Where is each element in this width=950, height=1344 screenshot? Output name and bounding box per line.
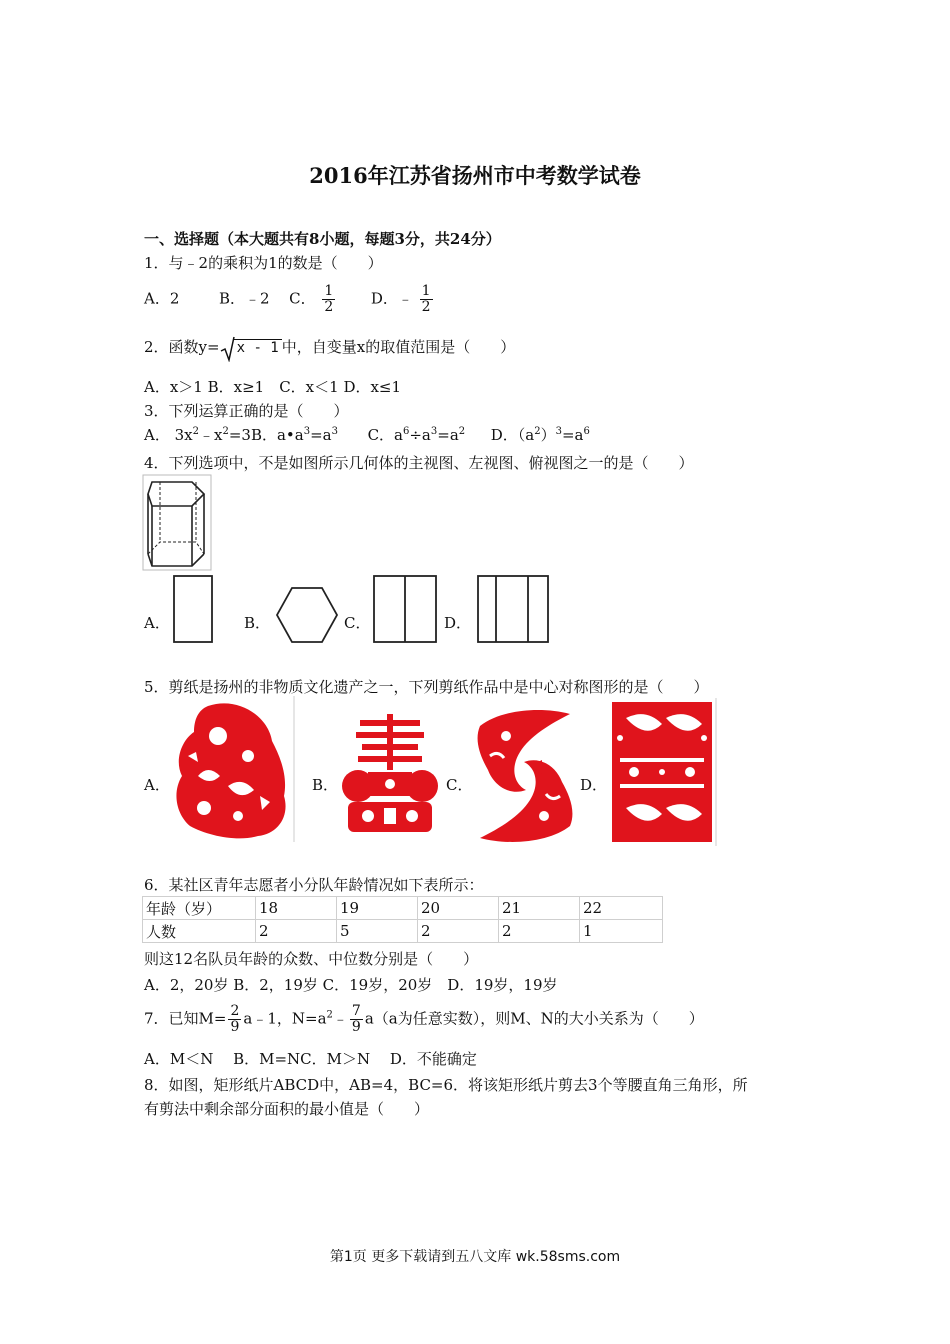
q5-label-d: D． (580, 776, 608, 794)
page-title: 2016年江苏省扬州市中考数学试卷 (309, 163, 641, 188)
papercut-double-happiness-image (338, 710, 442, 836)
q3-stem: 3．下列运算正确的是（ ） (144, 402, 349, 420)
q8-line1: 8．如图，矩形纸片ABCD中，AB=4，BC=6．将该矩形纸片剪去3个等腰直角三角形，所 (144, 1076, 748, 1094)
hexagonal-prism-figure (142, 474, 212, 572)
section-heading: 一、选择题（本大题共有8小题，每题3分，共24分） (144, 230, 501, 248)
table-cell: 人数 (143, 920, 256, 943)
q4-stem: 4．下列选项中，不是如图所示几何体的主视图、左视图、俯视图之一的是（ ） (144, 454, 694, 472)
q6-options: A．2，20岁 B．2，19岁 C．19岁，20岁 D．19岁，19岁 (144, 976, 558, 994)
q4-label-c: C． (344, 614, 371, 632)
table-cell: 22 (580, 897, 663, 920)
q8-line2: 有剪法中剩余部分面积的最小值是（ ） (144, 1100, 430, 1118)
q6-question: 则这12名队员年龄的众数、中位数分别是（ ） (144, 950, 479, 968)
q4-label-a: A． (144, 614, 170, 632)
q7-fraction-n: $\frac{7}{9}$ (351, 1003, 361, 1035)
page-footer: 第1页 更多下载请到五八文库 wk.58sms.com (329, 1249, 621, 1265)
table-cell: 年龄（岁） (143, 897, 256, 920)
q4-option-b-hexagon (274, 586, 340, 644)
q2-stem: 2．函数y= x - 1 中，自变量x的取值范围是（ ） (144, 336, 515, 357)
table-cell: 19 (337, 897, 418, 920)
q5-label-a: A． (144, 776, 170, 794)
q1-option-a: A．2 (144, 289, 180, 308)
papercut-monkey-image (168, 696, 296, 842)
q4-label-d: D． (444, 614, 472, 632)
table-cell: 1 (580, 920, 663, 943)
q1-option-d: D．﹣ (370, 289, 413, 308)
q5-stem: 5．剪纸是扬州的非物质文化遗产之一，下列剪纸作品中是中心对称图形的是（ ） (144, 678, 709, 696)
q7-fraction-m: $\frac{2}{9}$ (230, 1003, 240, 1035)
table-row (143, 920, 663, 943)
q1-fraction-d: $\frac{1}{2}$ (421, 283, 431, 315)
age-table (142, 896, 663, 943)
table-cell: 20 (418, 897, 499, 920)
table-row (143, 897, 663, 920)
q6-stem: 6．某社区青年志愿者小分队年龄情况如下表所示： (144, 876, 484, 894)
q4-option-d-figure (476, 574, 550, 644)
q1-option-c: C． (289, 289, 316, 308)
q4-option-a-figure (172, 574, 214, 644)
q2-options: A．x＞1 B．x≥1 C．x＜1 D．x≤1 (144, 378, 402, 396)
sqrt-expression: x - 1 (220, 338, 282, 356)
table-cell: 2 (418, 920, 499, 943)
papercut-fish-image (470, 706, 580, 846)
q1-fraction-c: $\frac{1}{2}$ (324, 283, 334, 315)
papercut-floral-image (606, 698, 718, 846)
table-cell: 2 (499, 920, 580, 943)
q4-option-c-figure (372, 574, 438, 644)
q1-options (144, 284, 435, 315)
table-cell: 2 (256, 920, 337, 943)
q5-label-c: C． (446, 776, 473, 794)
q1-option-b: B．﹣2 (218, 289, 270, 308)
table-cell: 21 (499, 897, 580, 920)
table-cell: 18 (256, 897, 337, 920)
q7-options: A．M＜N B．M=NC．M＞N D．不能确定 (144, 1050, 477, 1068)
q5-label-b: B． (312, 776, 339, 794)
q7-stem: 7．已知M= $\frac{2}{9}$ a﹣1，$N=a^2﹣$ $\frac{7}{9}$ a（a为任意实数），则M、N的大小关系为（ ） (144, 1003, 704, 1035)
q4-label-b: B． (244, 614, 271, 632)
q1-stem: 1．与﹣2的乘积为1的数是（ ） (144, 254, 383, 272)
table-cell: 5 (337, 920, 418, 943)
q3-options: A． $3x^2﹣x^2=3B$．$a•a^3=a^3$ C．$a^6\div a^3=a^2$ D．$(a^2)^3=a^6$ (144, 426, 590, 444)
radical-sign-icon (220, 336, 236, 362)
